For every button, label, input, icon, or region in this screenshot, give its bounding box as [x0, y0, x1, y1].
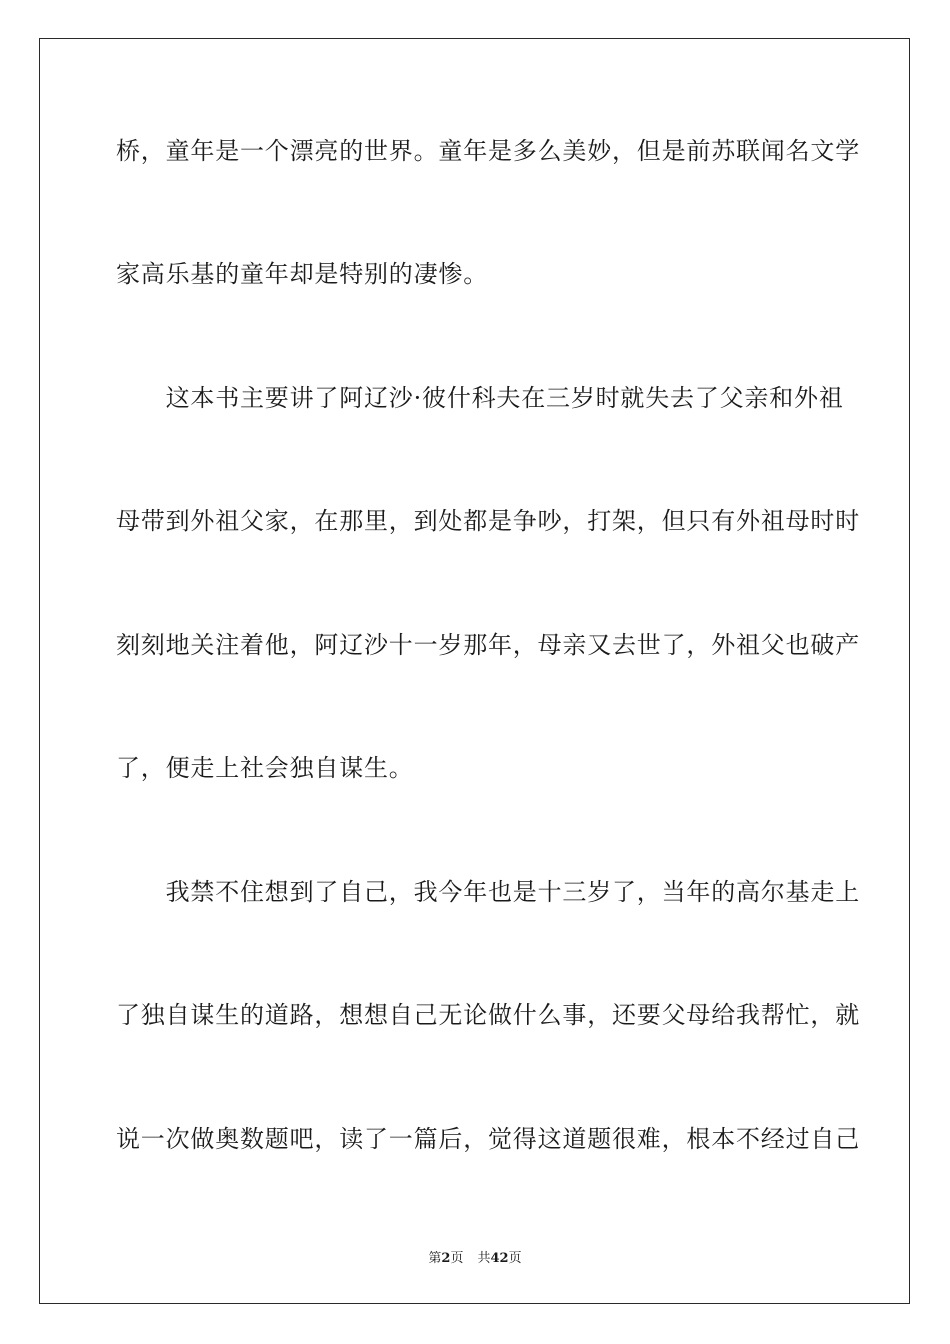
page-border [39, 38, 910, 1304]
text-line: 家高乐基的童年却是特别的凄惨。 [116, 260, 488, 288]
text-line: 说一次做奥数题吧，读了一篇后，觉得这道题很难，根本不经过自己 [116, 1125, 860, 1153]
text-line: 这本书主要讲了阿辽沙·彼什科夫在三岁时就失去了父亲和外祖 [116, 384, 844, 412]
text-line: 桥，童年是一个漂亮的世界。童年是多么美妙，但是前苏联闻名文学 [116, 137, 860, 165]
text-line: 母带到外祖父家，在那里，到处都是争吵，打架，但只有外祖母时时 [116, 507, 860, 535]
text-line: 了独自谋生的道路，想想自己无论做什么事，还要父母给我帮忙，就 [116, 1001, 860, 1029]
total-pages-label: 共42页 [477, 1251, 522, 1266]
text-line: 刻刻地关注着他，阿辽沙十一岁那年，母亲又去世了，外祖父也破产 [116, 631, 860, 659]
text-line: 了，便走上社会独自谋生。 [116, 754, 414, 782]
page-footer [0, 1247, 950, 1266]
text-line: 我禁不住想到了自己，我今年也是十三岁了，当年的高尔基走上 [116, 878, 860, 906]
page-number-label: 第2页 [428, 1251, 464, 1266]
